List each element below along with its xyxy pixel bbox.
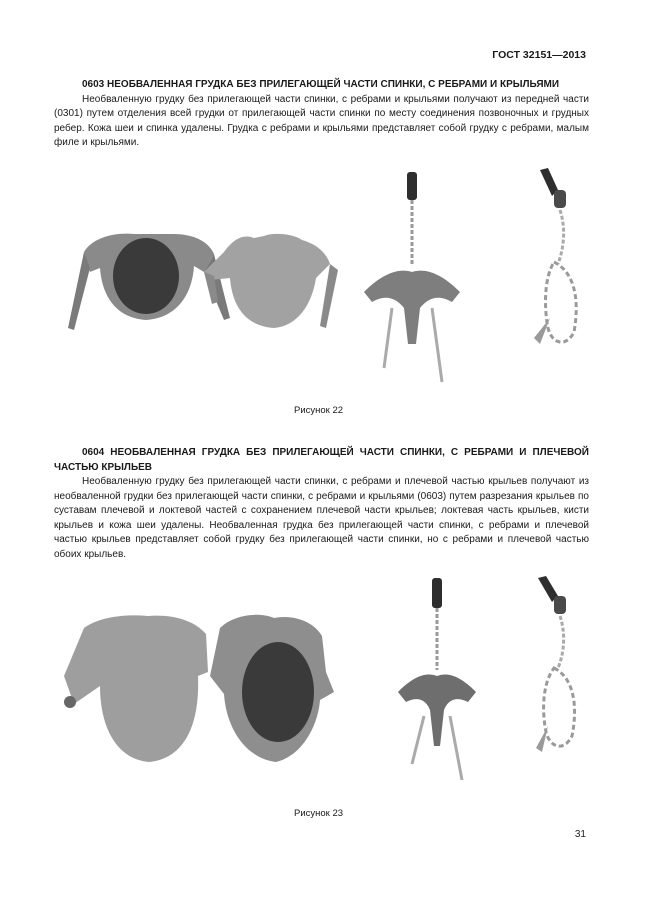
figure-22-image xyxy=(54,168,594,388)
skeleton-front-illustration xyxy=(398,578,476,780)
figure-23-image xyxy=(54,576,594,786)
figure-23-caption: Рисунок 23 xyxy=(294,808,344,819)
section-body: Необваленную грудку без прилегающей части спинки, с ребрами и плечевой частью крыльев получают из необваленной грудки без прилегающей части спинки, с ребрами и крыльями (0603) путем разрезания крыльев по суставам плечевой и локтевой частей с сохранением плечевой части крыльев; локтевая часть крыльев, кисти крыльев и кожа шеи удалены. Необваленная грудка без прилегающей части спинки, с ребрами и плечевой частью крыльев представляет собой грудку без прилегающей части спинки, но с ребрами и плечевой частью обоих крыльев. xyxy=(54,476,589,560)
section-0604 xyxy=(54,446,589,562)
breast-front-illustration xyxy=(68,234,230,330)
breast-back-illustration xyxy=(64,615,208,762)
skeleton-side-illustration xyxy=(536,576,575,752)
section-title: 0603 НЕОБВАЛЕННАЯ ГРУДКА БЕЗ ПРИЛЕГАЮЩЕЙ ЧАСТИ СПИНКИ, С РЕБРАМИ И КРЫЛЬЯМИ xyxy=(82,79,560,90)
document-id: ГОСТ 32151—2013 xyxy=(492,49,586,61)
figure-22-caption: Рисунок 22 xyxy=(294,405,344,416)
skeleton-side-illustration xyxy=(534,168,576,344)
page-number: 31 xyxy=(574,829,586,840)
section-title: 0604 НЕОБВАЛЕННАЯ ГРУДКА БЕЗ ПРИЛЕГАЮЩЕЙ ЧАСТИ СПИНКИ, С РЕБРАМИ И ПЛЕЧЕВОЙ ЧАСТЬЮ КРЫЛЬЕВ xyxy=(54,447,589,473)
skeleton-front-illustration xyxy=(364,172,460,382)
breast-front-illustration xyxy=(210,615,334,762)
section-0603 xyxy=(54,78,589,151)
section-body: Необваленную грудку без прилегающей части спинки, с ребрами и крыльями получают из передней части (0301) путем отделения всей грудки от прилегающей части спинки по месту соединения позвоночных и грудных ребер. Кожа шеи и спинка удалены. Грудка с ребрами и крыльями представляет собой грудку с ребрами, малым филе и крыльями. xyxy=(54,93,589,148)
